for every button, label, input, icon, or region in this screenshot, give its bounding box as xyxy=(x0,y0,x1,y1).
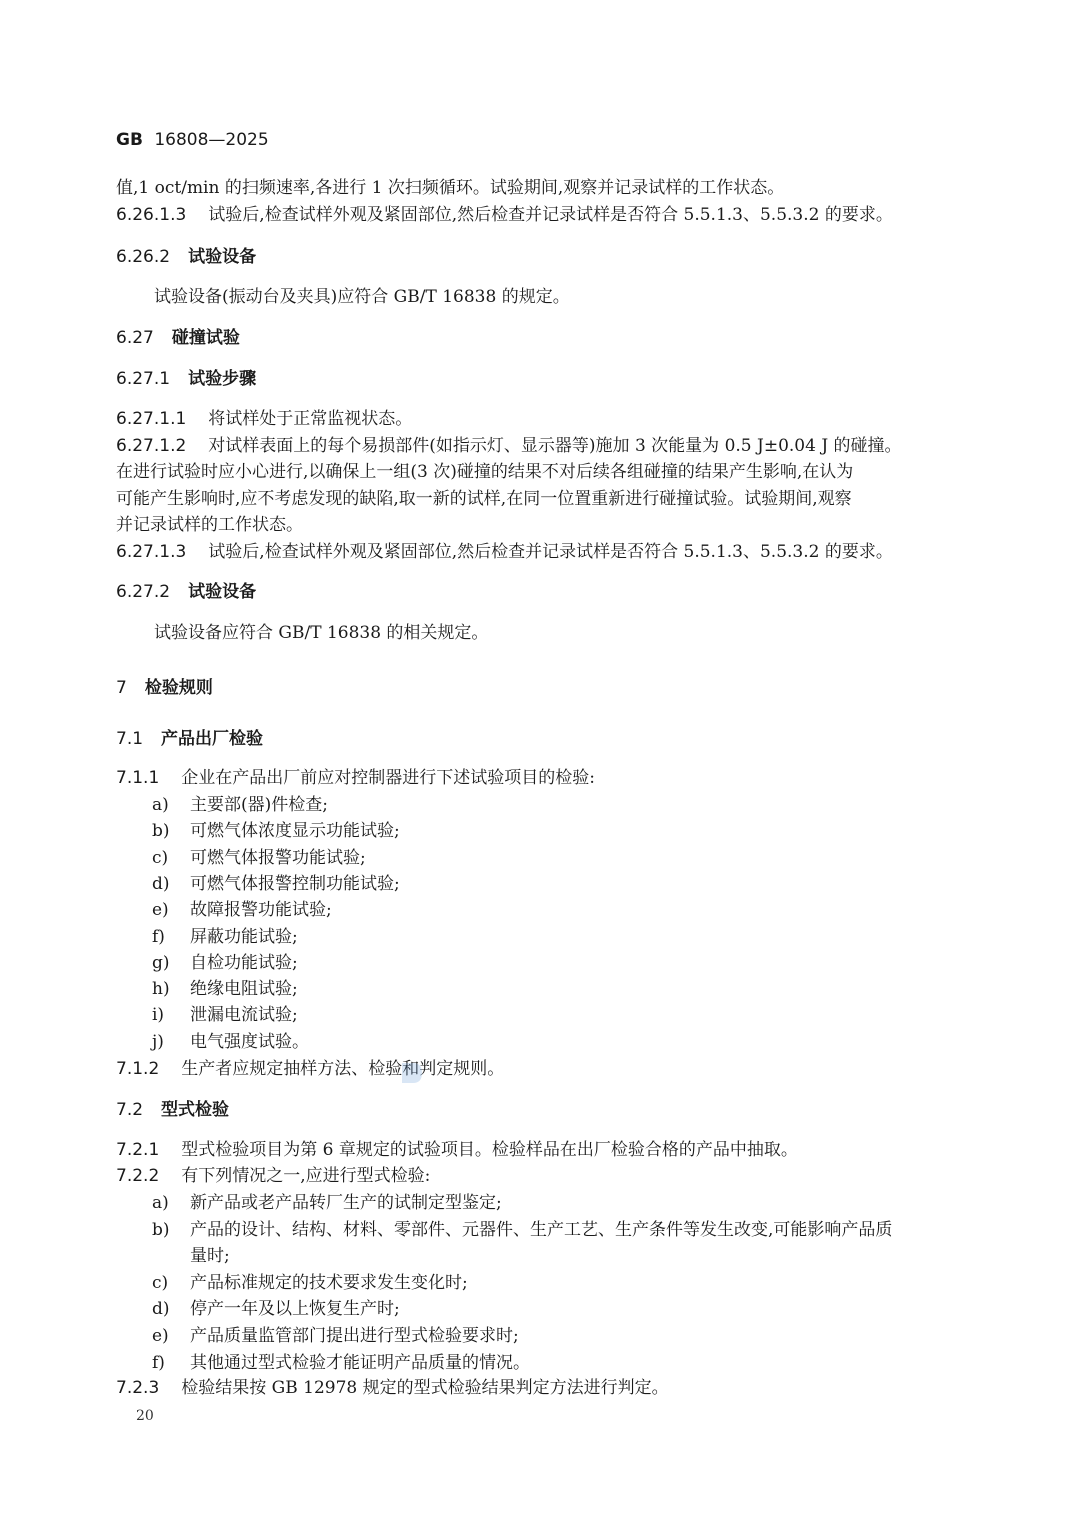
list-item xyxy=(152,951,298,975)
clause-text: 型式检验项目为第 6 章规定的试验项目。检验样品在出厂检验合格的产品中抽取。 xyxy=(181,1140,798,1160)
heading-title: 试验设备 xyxy=(188,582,257,602)
list-item-continuation: 量时; xyxy=(190,1246,230,1267)
list-item-letter: a) xyxy=(152,795,169,815)
heading-number: 7.2 xyxy=(116,1100,144,1120)
list-item-letter: j) xyxy=(152,1031,164,1052)
clause-6-27-1-2-line4: 并记录试样的工作状态。 xyxy=(116,515,303,535)
heading-7-1 xyxy=(116,727,263,751)
heading-title: 试验步骤 xyxy=(188,369,257,389)
standard-number: 16808—2025 xyxy=(154,130,269,150)
heading-number: 6.27 xyxy=(116,328,154,348)
clause-6-27-2-text: 试验设备应符合 GB/T 16838 的相关规定。 xyxy=(154,623,489,643)
list-item-letter: d) xyxy=(152,1299,170,1320)
heading-title: 试验设备 xyxy=(188,247,257,267)
list-item xyxy=(152,1297,400,1321)
heading-number: 7.1 xyxy=(116,729,144,749)
clause-6-26-1-3 xyxy=(116,203,893,227)
clause-6-27-1-2 xyxy=(116,434,902,458)
page-number: 20 xyxy=(136,1408,154,1424)
list-item-text: 可燃气体报警功能试验; xyxy=(190,847,366,868)
list-item-text: 电气强度试验。 xyxy=(190,1031,309,1052)
list-item xyxy=(152,925,298,949)
list-item-text: 屏蔽功能试验; xyxy=(190,926,298,947)
heading-6-26-2 xyxy=(116,245,256,269)
clause-number: 6.26.1.3 xyxy=(116,205,187,225)
list-item-text: 可燃气体浓度显示功能试验; xyxy=(190,821,400,842)
clause-text: 试验后,检查试样外观及紧固部位,然后检查并记录试样是否符合 5.5.1.3、5.5.3.2 的要求。 xyxy=(208,542,893,562)
list-item-text: 其他通过型式检验才能证明产品质量的情况。 xyxy=(190,1352,530,1373)
list-item xyxy=(152,1271,468,1295)
clause-6-26-2-text: 试验设备(振动台及夹具)应符合 GB/T 16838 的规定。 xyxy=(154,287,570,307)
list-item-letter: h) xyxy=(152,979,170,1000)
clause-text: 生产者应规定抽样方法、检验和判定规则。 xyxy=(181,1059,505,1079)
list-item xyxy=(152,1218,892,1242)
heading-title: 检验规则 xyxy=(144,678,213,698)
clause-6-27-1-3 xyxy=(116,540,893,564)
list-item-letter: b) xyxy=(152,1219,170,1240)
list-item-text: 新产品或老产品转厂生产的试制定型鉴定; xyxy=(190,1193,502,1213)
clause-number: 6.27.1.3 xyxy=(116,542,187,562)
list-item-letter: c) xyxy=(152,847,169,868)
clause-number: 7.1.1 xyxy=(116,768,160,788)
clause-number: 7.2.3 xyxy=(116,1378,160,1398)
list-item-letter: e) xyxy=(152,900,169,921)
clause-7-2-3 xyxy=(116,1376,669,1400)
list-item-letter: g) xyxy=(152,952,170,973)
list-item xyxy=(152,1030,309,1054)
list-item xyxy=(152,977,298,1001)
list-item-text: 停产一年及以上恢复生产时; xyxy=(190,1299,400,1320)
list-item-letter: d) xyxy=(152,873,170,894)
list-item xyxy=(152,1324,519,1348)
heading-title: 型式检验 xyxy=(161,1100,230,1120)
list-item-letter: a) xyxy=(152,1193,169,1213)
clause-7-1-1 xyxy=(116,766,595,790)
clause-text: 对试样表面上的每个易损部件(如指示灯、显示器等)施加 3 次能量为 0.5 J±0.04 J 的碰撞。 xyxy=(208,436,902,456)
clause-text: 企业在产品出厂前应对控制器进行下述试验项目的检验: xyxy=(181,768,595,788)
heading-6-27 xyxy=(116,326,240,350)
list-item-text: 产品的设计、结构、材料、零部件、元器件、生产工艺、生产条件等发生改变,可能影响产品质 xyxy=(190,1219,893,1240)
list-item xyxy=(152,1351,530,1375)
paragraph-continuation: 值,1 oct/min 的扫频速率,各进行 1 次扫频循环。试验期间,观察并记录试样的工作状态。 xyxy=(116,178,785,198)
clause-7-2-1 xyxy=(116,1138,798,1162)
list-item-text: 可燃气体报警控制功能试验; xyxy=(190,873,400,894)
heading-number: 6.27.2 xyxy=(116,582,171,602)
clause-text: 有下列情况之一,应进行型式检验: xyxy=(181,1166,431,1186)
heading-title: 碰撞试验 xyxy=(171,328,240,348)
clause-7-1-2 xyxy=(116,1057,504,1081)
clause-number: 6.27.1.2 xyxy=(116,436,187,456)
list-item xyxy=(152,846,366,870)
list-item-text: 故障报警功能试验; xyxy=(190,900,332,921)
heading-7 xyxy=(116,676,213,700)
clause-6-27-1-2-line3: 可能产生影响时,应不考虑发现的缺陷,取一新的试样,在同一位置重新进行碰撞试验。试验期间,观察 xyxy=(116,489,852,509)
clause-number: 7.2.2 xyxy=(116,1166,160,1186)
standard-header xyxy=(116,128,269,152)
clause-7-2-2 xyxy=(116,1164,430,1188)
heading-7-2 xyxy=(116,1098,229,1122)
clause-text: 将试样处于正常监视状态。 xyxy=(208,409,413,429)
heading-title: 产品出厂检验 xyxy=(161,729,264,749)
list-item-letter: e) xyxy=(152,1326,169,1346)
clause-6-27-1-1 xyxy=(116,407,412,431)
clause-text: 检验结果按 GB 12978 规定的型式检验结果判定方法进行判定。 xyxy=(181,1378,669,1398)
list-item-text: 产品质量监管部门提出进行型式检验要求时; xyxy=(190,1326,519,1346)
list-item-text: 绝缘电阻试验; xyxy=(190,979,298,1000)
list-item xyxy=(152,898,332,922)
list-item-text: 自检功能试验; xyxy=(190,952,298,973)
heading-number: 7 xyxy=(116,678,127,698)
list-item-letter: i) xyxy=(152,1005,165,1026)
list-item xyxy=(152,819,400,843)
list-item xyxy=(152,872,400,896)
heading-6-27-1 xyxy=(116,367,256,391)
standard-code: GB xyxy=(116,130,143,150)
heading-6-27-2 xyxy=(116,580,256,604)
heading-number: 6.26.2 xyxy=(116,247,171,267)
list-item xyxy=(152,1191,502,1215)
heading-number: 6.27.1 xyxy=(116,369,171,389)
list-item-text: 产品标准规定的技术要求发生变化时; xyxy=(190,1272,468,1293)
clause-6-27-1-2-line2: 在进行试验时应小心进行,以确保上一组(3 次)碰撞的结果不对后续各组碰撞的结果产生影响,在认为 xyxy=(116,462,854,482)
clause-number: 7.1.2 xyxy=(116,1059,160,1079)
list-item-letter: c) xyxy=(152,1272,169,1293)
clause-number: 6.27.1.1 xyxy=(116,409,187,429)
list-item xyxy=(152,1003,298,1027)
list-item xyxy=(152,793,328,817)
list-item-text: 泄漏电流试验; xyxy=(190,1005,298,1026)
clause-text: 试验后,检查试样外观及紧固部位,然后检查并记录试样是否符合 5.5.1.3、5.5.3.2 的要求。 xyxy=(208,205,893,225)
list-item-letter: f) xyxy=(152,1352,165,1373)
list-item-letter: b) xyxy=(152,821,170,842)
list-item-letter: f) xyxy=(152,926,165,947)
clause-number: 7.2.1 xyxy=(116,1140,160,1160)
watermark-logo xyxy=(399,1060,425,1086)
list-item-text: 主要部(器)件检查; xyxy=(190,795,328,815)
